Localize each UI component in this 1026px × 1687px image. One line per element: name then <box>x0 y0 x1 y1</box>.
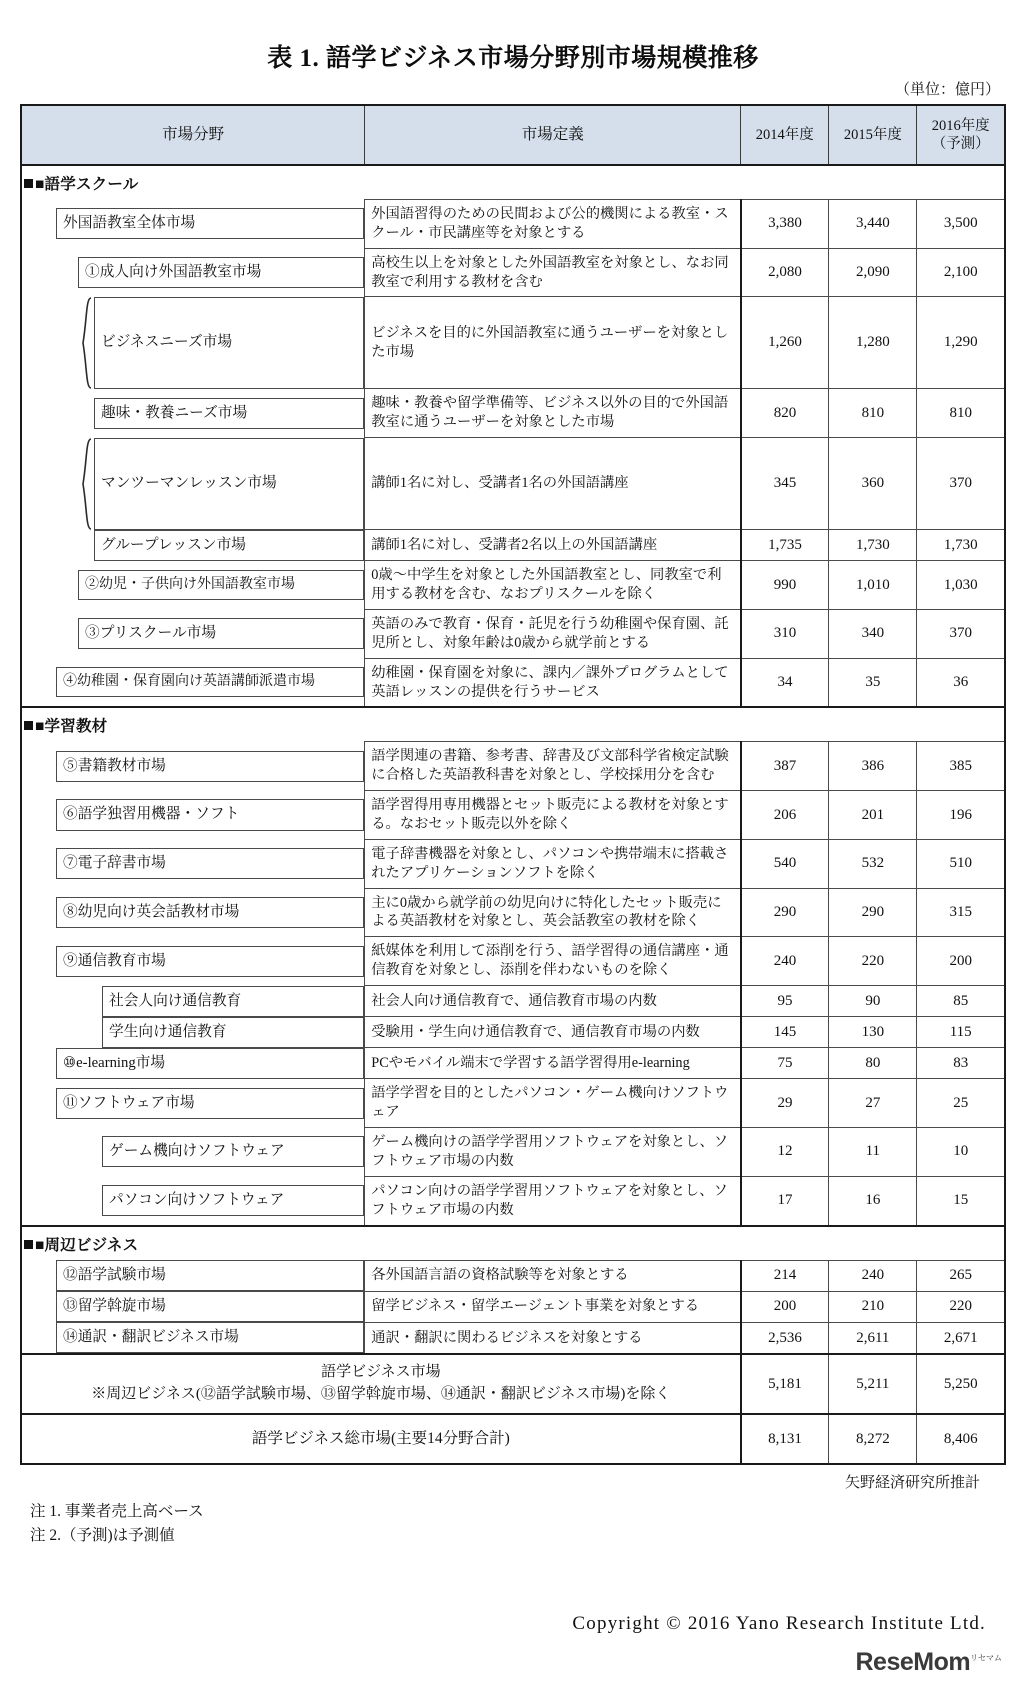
row-field-label: パソコン向けソフトウェア <box>102 1185 364 1216</box>
row-field-label: ⑩e-learning市場 <box>56 1048 364 1079</box>
footnote-2: 注 2.（予測)は予測値 <box>30 1526 175 1544</box>
table-row <box>21 389 1005 438</box>
row-value-2014: 95 <box>741 986 829 1017</box>
row-definition: 高校生以上を対象とした外国語教室を対象とし、なお同教室で利用する教材を含む <box>365 248 741 297</box>
row-value-2016: 1,030 <box>917 561 1005 610</box>
row-field-label: ビジネスニーズ市場 <box>94 297 364 389</box>
footnote-1: 注 1. 事業者売上高ベース <box>30 1503 204 1521</box>
subtotal-label-line2: ※周辺ビジネス(⑫語学試験市場、⑬留学斡旋市場、⑭通訳・翻訳ビジネス市場)を除く <box>91 1386 671 1403</box>
section-label: ■語学スクール <box>35 176 139 193</box>
unit-label: （単位：億円） <box>894 82 1000 98</box>
row-field-label: ⑬留学斡旋市場 <box>56 1291 364 1322</box>
row-value-2016: 385 <box>917 742 1005 791</box>
row-value-2016: 15 <box>917 1176 1005 1225</box>
row-value-2016: 10 <box>917 1128 1005 1177</box>
subtotal-label <box>21 1354 741 1414</box>
row-field-label: 趣味・教養ニーズ市場 <box>94 398 364 429</box>
row-value-2016: 25 <box>917 1079 1005 1128</box>
row-value-2014: 75 <box>741 1048 829 1079</box>
table-row <box>21 658 1005 707</box>
row-value-2015: 2,611 <box>829 1322 917 1354</box>
row-value-2016: 1,290 <box>917 297 1005 389</box>
footnotes <box>20 1492 1006 1547</box>
row-value-2014: 206 <box>741 791 829 840</box>
section-label: ■周辺ビジネス <box>35 1236 139 1254</box>
resemom-watermark <box>855 1648 1002 1677</box>
row-value-2014: 214 <box>741 1260 829 1291</box>
row-field-label: ゲーム機向けソフトウェア <box>102 1136 364 1167</box>
row-value-2014: 345 <box>741 438 829 530</box>
field-cell <box>21 1048 365 1079</box>
row-value-2015: 290 <box>829 888 917 937</box>
row-value-2016: 85 <box>917 986 1005 1017</box>
row-field-label: ⑨通信教育市場 <box>56 946 364 977</box>
row-field-label: ⑪ソフトウェア市場 <box>56 1088 364 1119</box>
row-value-2016: 810 <box>917 389 1005 438</box>
field-cell <box>21 297 365 389</box>
table-row <box>21 839 1005 888</box>
row-value-2014: 17 <box>741 1176 829 1225</box>
row-definition: 各外国語言語の資格試験等を対象とする <box>365 1260 741 1291</box>
table-row <box>21 530 1005 561</box>
row-value-2016: 196 <box>917 791 1005 840</box>
table-body <box>21 165 1005 1464</box>
row-definition: 留学ビジネス・留学エージェント事業を対象とする <box>365 1291 741 1322</box>
field-cell <box>21 888 365 937</box>
row-value-2015: 2,090 <box>829 248 917 297</box>
row-value-2015: 90 <box>829 986 917 1017</box>
field-cell <box>21 200 365 249</box>
row-value-2016: 3,500 <box>917 200 1005 249</box>
row-value-2014: 2,080 <box>741 248 829 297</box>
table-row <box>21 248 1005 297</box>
source-attribution: 矢野経済研究所推計 <box>844 1475 980 1492</box>
table-row <box>21 888 1005 937</box>
row-definition: 受験用・学生向け通信教育で、通信教育市場の内数 <box>365 1017 741 1048</box>
row-value-2015: 1,280 <box>829 297 917 389</box>
table-header <box>21 105 1005 165</box>
row-value-2016: 1,730 <box>917 530 1005 561</box>
row-value-2014: 1,735 <box>741 530 829 561</box>
row-definition: 通訳・翻訳に関わるビジネスを対象とする <box>365 1322 741 1354</box>
section-header-language-school <box>21 165 1005 200</box>
watermark-ruby: リセマム <box>970 1653 1002 1663</box>
table-row <box>21 297 1005 389</box>
row-field-label: 外国語教室全体市場 <box>56 208 364 239</box>
row-field-label: ⑦電子辞書市場 <box>56 848 364 879</box>
grand-total-label: 語学ビジネス総市場(主要14分野合計) <box>21 1414 741 1464</box>
table-row <box>21 937 1005 986</box>
row-definition: 語学学習を目的としたパソコン・ゲーム機向けソフトウェア <box>365 1079 741 1128</box>
field-cell <box>21 609 365 658</box>
row-value-2016: 510 <box>917 839 1005 888</box>
row-field-label: ⑥語学独習用機器・ソフト <box>56 799 364 830</box>
row-value-2014: 387 <box>741 742 829 791</box>
row-value-2015: 810 <box>829 389 917 438</box>
subtotal-label-line1: 語学ビジネス市場 <box>321 1364 441 1381</box>
row-value-2015: 240 <box>829 1260 917 1291</box>
field-cell <box>21 1079 365 1128</box>
row-definition: 紙媒体を利用して添削を行う、語学習得の通信講座・通信教育を対象とし、添削を伴わないものを除く <box>365 937 741 986</box>
row-value-2016: 2,671 <box>917 1322 1005 1354</box>
row-field-label: ②幼児・子供向け外国語教室市場 <box>78 570 364 600</box>
table-row <box>21 1128 1005 1177</box>
row-field-label: 社会人向け通信教育 <box>102 986 364 1017</box>
row-value-2014: 990 <box>741 561 829 610</box>
row-value-2014: 29 <box>741 1079 829 1128</box>
field-cell <box>21 742 365 791</box>
subtotal-value-2015: 5,211 <box>829 1354 917 1414</box>
row-definition: 外国語習得のための民間および公的機関による教室・スクール・市民講座等を対象とする <box>365 200 741 249</box>
row-value-2014: 34 <box>741 658 829 707</box>
row-definition: 講師1名に対し、受講者1名の外国語講座 <box>365 438 741 530</box>
row-definition: 英語のみで教育・保育・託児を行う幼稚園や保育園、託児所とし、対象年齢は0歳から就学前とする <box>365 609 741 658</box>
brace-icon <box>78 297 94 389</box>
col-header-field: 市場分野 <box>21 105 365 165</box>
row-value-2015: 210 <box>829 1291 917 1322</box>
row-value-2015: 27 <box>829 1079 917 1128</box>
col-header-2014: 2014年度 <box>741 105 829 165</box>
row-value-2015: 340 <box>829 609 917 658</box>
field-cell <box>21 1322 365 1354</box>
page-title: 表 1. 語学ビジネス市場分野別市場規模推移 <box>267 45 759 72</box>
row-value-2016: 83 <box>917 1048 1005 1079</box>
field-cell <box>21 658 365 707</box>
row-field-label: ⑫語学試験市場 <box>56 1260 364 1291</box>
table-row <box>21 561 1005 610</box>
field-cell <box>21 937 365 986</box>
field-cell <box>21 248 365 297</box>
field-cell <box>21 1017 365 1048</box>
section-label: ■学習教材 <box>35 718 108 736</box>
row-value-2016: 2,100 <box>917 248 1005 297</box>
row-field-label: ⑤書籍教材市場 <box>56 751 364 782</box>
col-header-2016-year: 2016年度 <box>931 117 990 134</box>
field-cell <box>21 986 365 1017</box>
table-row <box>21 1291 1005 1322</box>
col-header-definition: 市場定義 <box>365 105 741 165</box>
row-field-label: ⑭通訳・翻訳ビジネス市場 <box>56 1322 364 1353</box>
table-row <box>21 200 1005 249</box>
row-value-2015: 130 <box>829 1017 917 1048</box>
table-row <box>21 1322 1005 1354</box>
row-definition: 講師1名に対し、受講者2名以上の外国語講座 <box>365 530 741 561</box>
field-cell <box>21 1291 365 1322</box>
bullet-square-icon <box>24 179 33 188</box>
row-value-2016: 315 <box>917 888 1005 937</box>
bullet-square-icon <box>24 721 33 730</box>
row-field-label: ①成人向け外国語教室市場 <box>78 257 364 288</box>
section-header-learning-materials <box>21 707 1005 742</box>
row-value-2016: 220 <box>917 1291 1005 1322</box>
row-definition: ゲーム機向けの語学学習用ソフトウェアを対象とし、ソフトウェア市場の内数 <box>365 1128 741 1177</box>
section-header-peripheral-business <box>21 1226 1005 1261</box>
table-row <box>21 609 1005 658</box>
row-definition: ビジネスを目的に外国語教室に通うユーザーを対象とした市場 <box>365 297 741 389</box>
row-definition: 語学関連の書籍、参考書、辞書及び文部科学省検定試験に合格した英語教科書を対象とし、学校採用分を含む <box>365 742 741 791</box>
row-value-2015: 1,010 <box>829 561 917 610</box>
row-value-2015: 386 <box>829 742 917 791</box>
row-definition: 語学習得用専用機器とセット販売による教材を対象とする。なおセット販売以外を除く <box>365 791 741 840</box>
row-value-2014: 310 <box>741 609 829 658</box>
row-field-label: 学生向け通信教育 <box>102 1017 364 1048</box>
row-field-label: グループレッスン市場 <box>94 530 364 561</box>
table-row <box>21 791 1005 840</box>
row-value-2015: 35 <box>829 658 917 707</box>
row-value-2014: 2,536 <box>741 1322 829 1354</box>
bullet-square-icon <box>24 1240 33 1249</box>
field-cell <box>21 791 365 840</box>
row-value-2015: 220 <box>829 937 917 986</box>
brace-icon <box>78 438 94 530</box>
field-cell <box>21 1260 365 1291</box>
table-row <box>21 1079 1005 1128</box>
field-cell <box>21 389 365 438</box>
row-definition: 電子辞書機器を対象とし、パソコンや携帯端末に搭載されたアプリケーションソフトを除く <box>365 839 741 888</box>
row-field-label: ③プリスクール市場 <box>78 618 364 649</box>
row-value-2014: 1,260 <box>741 297 829 389</box>
row-value-2015: 360 <box>829 438 917 530</box>
row-value-2015: 3,440 <box>829 200 917 249</box>
row-value-2014: 200 <box>741 1291 829 1322</box>
field-cell <box>21 530 365 561</box>
row-value-2016: 36 <box>917 658 1005 707</box>
row-definition: 幼稚園・保育園を対象に、課内／課外プログラムとして英語レッスンの提供を行うサービス <box>365 658 741 707</box>
row-definition: PCやモバイル端末で学習する語学習得用e-learning <box>365 1048 741 1079</box>
field-cell <box>21 438 365 530</box>
table-row <box>21 1176 1005 1225</box>
field-cell <box>21 1176 365 1225</box>
row-value-2015: 16 <box>829 1176 917 1225</box>
row-field-label: マンツーマンレッスン市場 <box>94 438 364 530</box>
row-definition: パソコン向けの語学学習用ソフトウェアを対象とし、ソフトウェア市場の内数 <box>365 1176 741 1225</box>
field-cell <box>21 839 365 888</box>
row-value-2014: 290 <box>741 888 829 937</box>
row-value-2016: 115 <box>917 1017 1005 1048</box>
table-row <box>21 438 1005 530</box>
col-header-2016 <box>917 105 1005 165</box>
table-row <box>21 986 1005 1017</box>
row-value-2015: 11 <box>829 1128 917 1177</box>
grand-total-row <box>21 1414 1005 1464</box>
subtotal-value-2016: 5,250 <box>917 1354 1005 1414</box>
table-row <box>21 742 1005 791</box>
row-value-2014: 820 <box>741 389 829 438</box>
copyright-text: Copyright © 2016 Yano Research Institute Ltd. <box>572 1613 986 1634</box>
row-definition: 主に0歳から就学前の幼児向けに特化したセット販売による英語教材を対象とし、英会話教室の教材を除く <box>365 888 741 937</box>
col-header-2016-note: （予測） <box>931 136 990 152</box>
grand-total-value-2016: 8,406 <box>917 1414 1005 1464</box>
row-value-2014: 240 <box>741 937 829 986</box>
row-value-2015: 201 <box>829 791 917 840</box>
row-value-2016: 200 <box>917 937 1005 986</box>
grand-total-value-2015: 8,272 <box>829 1414 917 1464</box>
grand-total-value-2014: 8,131 <box>741 1414 829 1464</box>
field-cell <box>21 561 365 610</box>
row-value-2016: 265 <box>917 1260 1005 1291</box>
row-value-2014: 540 <box>741 839 829 888</box>
row-field-label: ④幼稚園・保育園向け英語講師派遣市場 <box>56 667 364 697</box>
field-cell <box>21 1128 365 1177</box>
subtotal-value-2014: 5,181 <box>741 1354 829 1414</box>
row-definition: 0歳～中学生を対象とした外国語教室とし、同教室で利用する教材を含む、なおプリスクールを除く <box>365 561 741 610</box>
table-row <box>21 1017 1005 1048</box>
table-row <box>21 1048 1005 1079</box>
row-field-label: ⑧幼児向け英会話教材市場 <box>56 897 364 928</box>
row-value-2014: 3,380 <box>741 200 829 249</box>
row-value-2015: 532 <box>829 839 917 888</box>
row-value-2016: 370 <box>917 609 1005 658</box>
row-definition: 趣味・教養や留学準備等、ビジネス以外の目的で外国語教室に通うユーザーを対象とした市場 <box>365 389 741 438</box>
market-size-table <box>20 104 1006 1465</box>
subtotal-row <box>21 1354 1005 1414</box>
col-header-2015: 2015年度 <box>829 105 917 165</box>
row-value-2016: 370 <box>917 438 1005 530</box>
row-value-2014: 145 <box>741 1017 829 1048</box>
row-value-2014: 12 <box>741 1128 829 1177</box>
row-value-2015: 1,730 <box>829 530 917 561</box>
table-row <box>21 1260 1005 1291</box>
watermark-label: ReseMom <box>855 1648 971 1676</box>
row-value-2015: 80 <box>829 1048 917 1079</box>
row-definition: 社会人向け通信教育で、通信教育市場の内数 <box>365 986 741 1017</box>
